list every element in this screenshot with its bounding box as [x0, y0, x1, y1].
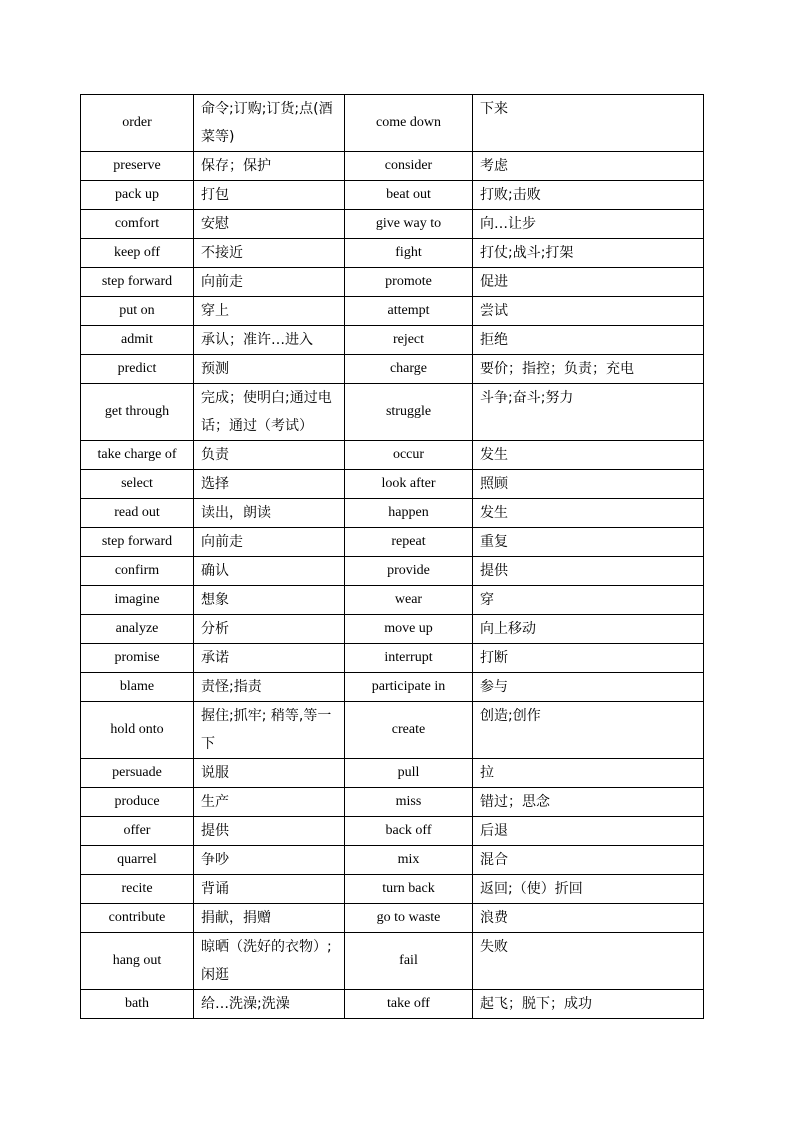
chinese-meaning: 保存；保护 [194, 152, 345, 181]
english-term: back off [345, 817, 473, 846]
english-term: participate in [345, 673, 473, 702]
chinese-meaning: 提供 [194, 817, 345, 846]
chinese-meaning: 拉 [473, 759, 704, 788]
table-row [81, 904, 704, 933]
english-term: select [81, 470, 194, 499]
english-term: keep off [81, 239, 194, 268]
table-row [81, 297, 704, 326]
english-term: order [81, 95, 194, 152]
chinese-meaning: 向前走 [194, 528, 345, 557]
chinese-meaning: 背诵 [194, 875, 345, 904]
chinese-meaning: 选择 [194, 470, 345, 499]
english-term: create [345, 702, 473, 759]
chinese-meaning: 打仗;战斗;打架 [473, 239, 704, 268]
english-term: come down [345, 95, 473, 152]
english-term: bath [81, 990, 194, 1019]
chinese-meaning: 安慰 [194, 210, 345, 239]
table-row [81, 441, 704, 470]
english-term: read out [81, 499, 194, 528]
english-term: confirm [81, 557, 194, 586]
chinese-meaning: 负责 [194, 441, 345, 470]
chinese-meaning: 打包 [194, 181, 345, 210]
english-term: provide [345, 557, 473, 586]
chinese-meaning: 发生 [473, 499, 704, 528]
english-term: produce [81, 788, 194, 817]
chinese-meaning: 拒绝 [473, 326, 704, 355]
english-term: quarrel [81, 846, 194, 875]
english-term: preserve [81, 152, 194, 181]
chinese-meaning: 争吵 [194, 846, 345, 875]
english-term: charge [345, 355, 473, 384]
chinese-meaning: 提供 [473, 557, 704, 586]
chinese-meaning: 说服 [194, 759, 345, 788]
chinese-meaning: 生产 [194, 788, 345, 817]
table-row [81, 326, 704, 355]
chinese-meaning: 要价；指控；负责；充电 [473, 355, 704, 384]
english-term: beat out [345, 181, 473, 210]
table-row [81, 95, 704, 152]
chinese-meaning: 穿 [473, 586, 704, 615]
english-term: happen [345, 499, 473, 528]
english-term: recite [81, 875, 194, 904]
table-row [81, 557, 704, 586]
chinese-meaning: 起飞；脱下；成功 [473, 990, 704, 1019]
table-row [81, 239, 704, 268]
chinese-meaning: 向…让步 [473, 210, 704, 239]
english-term: fail [345, 933, 473, 990]
table-row [81, 355, 704, 384]
chinese-meaning: 完成；使明白;通过电话；通过（考试） [194, 384, 345, 441]
chinese-meaning: 分析 [194, 615, 345, 644]
english-term: struggle [345, 384, 473, 441]
table-row [81, 615, 704, 644]
table-row [81, 759, 704, 788]
chinese-meaning: 创造;创作 [473, 702, 704, 759]
chinese-meaning: 命令;订购;订货;点(酒菜等) [194, 95, 345, 152]
chinese-meaning: 后退 [473, 817, 704, 846]
english-term: interrupt [345, 644, 473, 673]
table-row [81, 702, 704, 759]
english-term: occur [345, 441, 473, 470]
english-term: contribute [81, 904, 194, 933]
table-row [81, 817, 704, 846]
table-row [81, 875, 704, 904]
english-term: pull [345, 759, 473, 788]
table-row [81, 470, 704, 499]
chinese-meaning: 给…洗澡;洗澡 [194, 990, 345, 1019]
english-term: give way to [345, 210, 473, 239]
vocabulary-table [80, 94, 704, 1019]
english-term: admit [81, 326, 194, 355]
english-term: go to waste [345, 904, 473, 933]
english-term: take charge of [81, 441, 194, 470]
english-term: look after [345, 470, 473, 499]
chinese-meaning: 握住;抓牢; 稍等,等一下 [194, 702, 345, 759]
chinese-meaning: 下来 [473, 95, 704, 152]
english-term: analyze [81, 615, 194, 644]
english-term: miss [345, 788, 473, 817]
english-term: promise [81, 644, 194, 673]
chinese-meaning: 发生 [473, 441, 704, 470]
chinese-meaning: 混合 [473, 846, 704, 875]
table-row [81, 384, 704, 441]
english-term: consider [345, 152, 473, 181]
english-term: pack up [81, 181, 194, 210]
english-term: imagine [81, 586, 194, 615]
table-row [81, 181, 704, 210]
chinese-meaning: 晾晒（洗好的衣物）;闲逛 [194, 933, 345, 990]
chinese-meaning: 打断 [473, 644, 704, 673]
english-term: reject [345, 326, 473, 355]
chinese-meaning: 错过；思念 [473, 788, 704, 817]
english-term: turn back [345, 875, 473, 904]
chinese-meaning: 穿上 [194, 297, 345, 326]
chinese-meaning: 浪费 [473, 904, 704, 933]
chinese-meaning: 想象 [194, 586, 345, 615]
chinese-meaning: 向上移动 [473, 615, 704, 644]
chinese-meaning: 参与 [473, 673, 704, 702]
table-row [81, 210, 704, 239]
english-term: fight [345, 239, 473, 268]
table-row [81, 268, 704, 297]
table-row [81, 933, 704, 990]
table-row [81, 644, 704, 673]
english-term: repeat [345, 528, 473, 557]
english-term: put on [81, 297, 194, 326]
chinese-meaning: 重复 [473, 528, 704, 557]
chinese-meaning: 斗争;奋斗;努力 [473, 384, 704, 441]
table-row [81, 846, 704, 875]
english-term: blame [81, 673, 194, 702]
chinese-meaning: 尝试 [473, 297, 704, 326]
table-row [81, 499, 704, 528]
english-term: take off [345, 990, 473, 1019]
table-row [81, 528, 704, 557]
chinese-meaning: 考虑 [473, 152, 704, 181]
chinese-meaning: 承诺 [194, 644, 345, 673]
chinese-meaning: 不接近 [194, 239, 345, 268]
english-term: hold onto [81, 702, 194, 759]
chinese-meaning: 向前走 [194, 268, 345, 297]
table-row [81, 990, 704, 1019]
english-term: wear [345, 586, 473, 615]
table-row [81, 152, 704, 181]
chinese-meaning: 照顾 [473, 470, 704, 499]
english-term: promote [345, 268, 473, 297]
english-term: step forward [81, 268, 194, 297]
chinese-meaning: 预测 [194, 355, 345, 384]
table-row [81, 673, 704, 702]
english-term: comfort [81, 210, 194, 239]
english-term: attempt [345, 297, 473, 326]
chinese-meaning: 捐献，捐赠 [194, 904, 345, 933]
english-term: persuade [81, 759, 194, 788]
chinese-meaning: 承认；准许…进入 [194, 326, 345, 355]
table-row [81, 788, 704, 817]
english-term: step forward [81, 528, 194, 557]
chinese-meaning: 返回;（使）折回 [473, 875, 704, 904]
english-term: mix [345, 846, 473, 875]
english-term: offer [81, 817, 194, 846]
vocabulary-table-body [81, 95, 704, 1019]
english-term: predict [81, 355, 194, 384]
english-term: move up [345, 615, 473, 644]
chinese-meaning: 失败 [473, 933, 704, 990]
english-term: get through [81, 384, 194, 441]
chinese-meaning: 促进 [473, 268, 704, 297]
chinese-meaning: 读出，朗读 [194, 499, 345, 528]
chinese-meaning: 确认 [194, 557, 345, 586]
english-term: hang out [81, 933, 194, 990]
chinese-meaning: 责怪;指责 [194, 673, 345, 702]
chinese-meaning: 打败;击败 [473, 181, 704, 210]
table-row [81, 586, 704, 615]
